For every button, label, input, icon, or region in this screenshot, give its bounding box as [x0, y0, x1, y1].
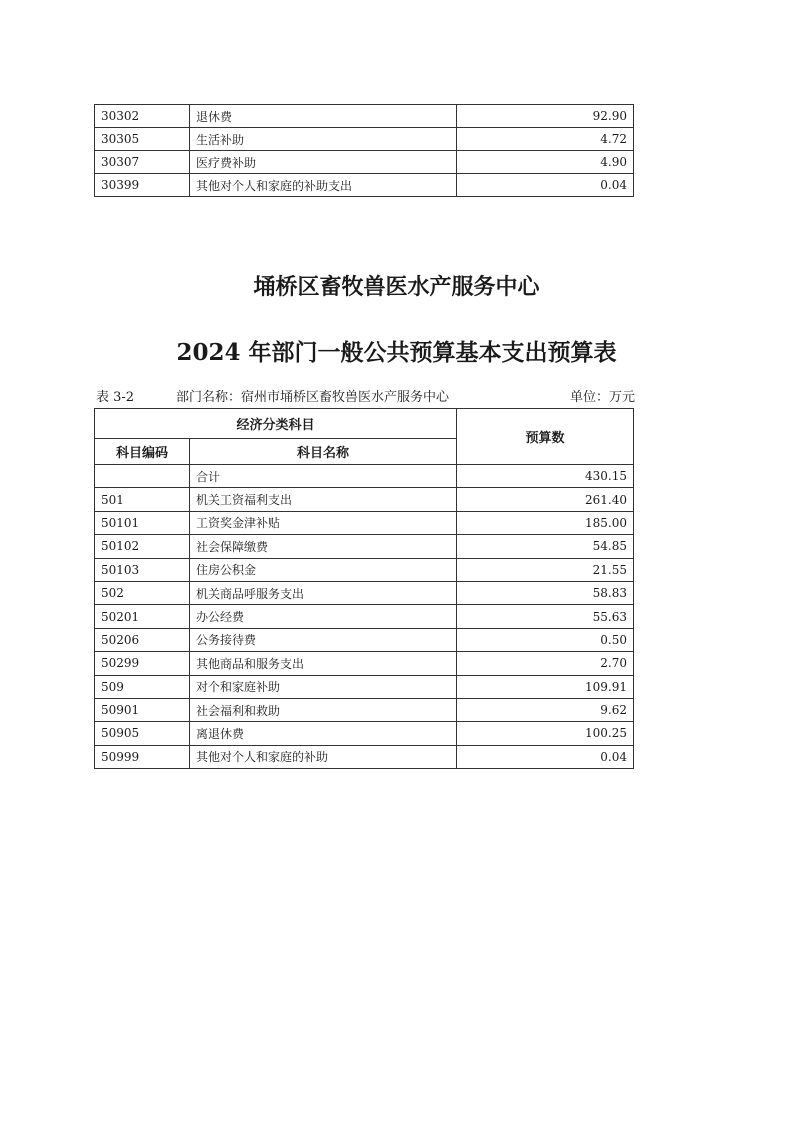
previous-table-tail — [94, 104, 634, 197]
table-row — [95, 698, 634, 721]
table-row — [95, 581, 634, 604]
subject-name-cell: 合计 — [190, 465, 457, 488]
subject-name-cell: 社会保障缴费 — [190, 535, 457, 558]
budget-table — [94, 408, 634, 769]
table-row — [95, 745, 634, 768]
subject-code-cell: 501 — [95, 488, 190, 511]
table-row — [95, 511, 634, 534]
subject-code-cell: 502 — [95, 581, 190, 604]
amount-cell: 92.90 — [457, 105, 634, 128]
subject-name-cell: 退休费 — [190, 105, 457, 128]
subject-name-cell: 机关工资福利支出 — [190, 488, 457, 511]
unit-label: 单位：万元 — [570, 390, 636, 405]
table-row — [95, 605, 634, 628]
amount-cell: 54.85 — [457, 535, 634, 558]
subject-name-cell: 办公经费 — [190, 605, 457, 628]
subject-code-cell: 30302 — [95, 105, 190, 128]
subject-name-cell: 医疗费补助 — [190, 151, 457, 174]
subject-name-cell: 生活补助 — [190, 128, 457, 151]
table-title: 2024 年部门一般公共预算基本支出预算表 — [176, 339, 617, 366]
department-name: 部门名称：宿州市埇桥区畜牧兽医水产服务中心 — [176, 390, 450, 405]
amount-cell: 0.04 — [457, 174, 634, 197]
amount-cell: 58.83 — [457, 581, 634, 604]
amount-cell: 261.40 — [457, 488, 634, 511]
table-number: 表 3-2 — [96, 390, 135, 405]
amount-cell: 9.62 — [457, 698, 634, 721]
subject-code-cell: 30307 — [95, 151, 190, 174]
amount-cell: 0.04 — [457, 745, 634, 768]
subject-code-cell: 50901 — [95, 698, 190, 721]
amount-cell: 109.91 — [457, 675, 634, 698]
header-subject-code: 科目编码 — [95, 439, 190, 465]
subject-code-cell: 50101 — [95, 511, 190, 534]
amount-cell: 4.72 — [457, 128, 634, 151]
table-row — [95, 105, 634, 128]
subject-name-cell: 对个和家庭补助 — [190, 675, 457, 698]
table-row — [95, 465, 634, 488]
subject-name-cell: 离退休费 — [190, 722, 457, 745]
page-title: 埇桥区畜牧兽医水产服务中心 — [253, 275, 540, 300]
subject-name-cell: 住房公积金 — [190, 558, 457, 581]
amount-cell: 430.15 — [457, 465, 634, 488]
amount-cell: 21.55 — [457, 558, 634, 581]
subject-code-cell: 30305 — [95, 128, 190, 151]
subject-name-cell: 公务接待费 — [190, 628, 457, 651]
header-economic-classification: 经济分类科目 — [95, 409, 457, 439]
amount-cell: 2.70 — [457, 652, 634, 675]
table-row — [95, 535, 634, 558]
table-row — [95, 652, 634, 675]
subject-code-cell: 509 — [95, 675, 190, 698]
subject-name-cell: 其他对个人和家庭的补助 — [190, 745, 457, 768]
table-row — [95, 675, 634, 698]
header-subject-name: 科目名称 — [190, 439, 457, 465]
header-budget-amount: 预算数 — [457, 409, 634, 465]
subject-name-cell: 社会福利和救助 — [190, 698, 457, 721]
table-row — [95, 628, 634, 651]
subject-code-cell: 50206 — [95, 628, 190, 651]
amount-cell: 185.00 — [457, 511, 634, 534]
subject-code-cell: 50103 — [95, 558, 190, 581]
subject-code-cell: 50102 — [95, 535, 190, 558]
table-row — [95, 722, 634, 745]
subject-code-cell: 50905 — [95, 722, 190, 745]
subject-name-cell: 其他对个人和家庭的补助支出 — [190, 174, 457, 197]
subject-code-cell: 50201 — [95, 605, 190, 628]
table-row — [95, 128, 634, 151]
table-row — [95, 558, 634, 581]
subject-code-cell: 50299 — [95, 652, 190, 675]
amount-cell: 0.50 — [457, 628, 634, 651]
subject-name-cell: 工资奖金津补贴 — [190, 511, 457, 534]
amount-cell: 55.63 — [457, 605, 634, 628]
subject-name-cell: 机关商品呼服务支出 — [190, 581, 457, 604]
table-row — [95, 151, 634, 174]
subject-code-cell — [95, 465, 190, 488]
table-row — [95, 174, 634, 197]
subject-code-cell: 50999 — [95, 745, 190, 768]
subject-name-cell: 其他商品和服务支出 — [190, 652, 457, 675]
amount-cell: 4.90 — [457, 151, 634, 174]
subject-code-cell: 30399 — [95, 174, 190, 197]
table-row — [95, 488, 634, 511]
amount-cell: 100.25 — [457, 722, 634, 745]
